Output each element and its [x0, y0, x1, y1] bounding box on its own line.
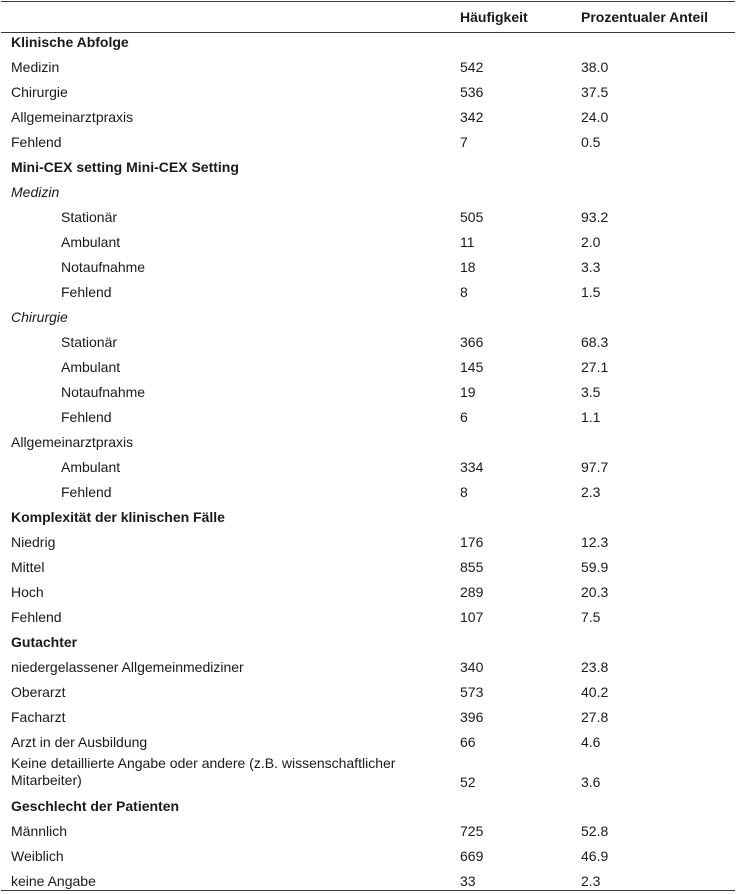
frequency-cell: 505	[460, 209, 484, 225]
frequency-cell: 52	[460, 774, 476, 790]
table-row	[1, 705, 735, 730]
frequency-cell: 107	[460, 609, 484, 625]
percentage-cell: 23.8	[581, 659, 609, 675]
table-row	[1, 130, 735, 155]
percentage-cell: 2.3	[581, 484, 601, 500]
percentage-cell: 4.6	[581, 734, 601, 750]
frequency-cell: 573	[460, 684, 484, 700]
row-label: keine Angabe	[11, 873, 96, 889]
row-label: Notaufnahme	[61, 259, 146, 275]
row-label: Hoch	[11, 584, 44, 600]
table-body	[1, 30, 735, 894]
row-label: Mini-CEX setting Mini-CEX Setting	[11, 159, 239, 175]
percentage-cell: 93.2	[581, 209, 609, 225]
table-row	[1, 105, 735, 130]
percentage-cell: 3.5	[581, 384, 601, 400]
table-row	[1, 755, 735, 794]
header-frequency: Häufigkeit	[460, 9, 528, 25]
table-row	[1, 280, 735, 305]
table-row	[1, 730, 735, 755]
frequency-cell: 542	[460, 59, 484, 75]
frequency-cell: 669	[460, 848, 484, 864]
row-label: Keine detaillierte Angabe oder andere (z.B. wissenschaftlicher Mitarbeiter)	[11, 755, 396, 788]
frequency-cell: 145	[460, 359, 484, 375]
section-heading-row	[1, 505, 735, 530]
frequency-cell: 8	[460, 484, 468, 500]
frequency-cell: 334	[460, 459, 484, 475]
row-label: Stationär	[61, 334, 118, 350]
percentage-cell: 38.0	[581, 59, 609, 75]
percentage-cell: 27.8	[581, 709, 609, 725]
frequency-cell: 289	[460, 584, 484, 600]
percentage-cell: 46.9	[581, 848, 609, 864]
table-row	[1, 405, 735, 430]
percentage-cell: 20.3	[581, 584, 609, 600]
percentage-cell: 52.8	[581, 823, 609, 839]
frequency-cell: 725	[460, 823, 484, 839]
row-label: Männlich	[11, 823, 68, 839]
row-label: Stationär	[61, 209, 118, 225]
table-row	[1, 605, 735, 630]
percentage-cell: 59.9	[581, 559, 609, 575]
row-label: Klinische Abfolge	[11, 34, 129, 50]
frequency-cell: 66	[460, 734, 476, 750]
frequency-cell: 366	[460, 334, 484, 350]
percentage-cell: 0.5	[581, 134, 601, 150]
frequency-cell: 6	[460, 409, 468, 425]
table-row	[1, 480, 735, 505]
row-label: Fehlend	[61, 484, 112, 500]
row-label: Weiblich	[11, 848, 64, 864]
percentage-cell: 3.3	[581, 259, 601, 275]
frequency-cell: 33	[460, 873, 476, 889]
row-label: Arzt in der Ausbildung	[11, 734, 148, 750]
row-label: Ambulant	[61, 359, 121, 375]
frequency-cell: 11	[460, 234, 475, 250]
table-row	[1, 844, 735, 869]
row-label: Ambulant	[61, 459, 121, 475]
table-row	[1, 255, 735, 280]
percentage-cell: 3.6	[581, 774, 601, 790]
percentage-cell: 2.3	[581, 873, 601, 889]
percentage-cell: 27.1	[581, 359, 609, 375]
percentage-cell: 40.2	[581, 684, 609, 700]
frequency-cell: 855	[460, 559, 484, 575]
row-label: Fehlend	[61, 284, 112, 300]
section-heading-row	[1, 630, 735, 655]
row-label: Chirurgie	[11, 84, 68, 100]
row-label: Medizin	[11, 59, 60, 75]
header-percentage: Prozentualer Anteil	[581, 9, 709, 25]
row-label: Komplexität der klinischen Fälle	[11, 509, 225, 525]
table-row	[1, 355, 735, 380]
row-label: Gutachter	[11, 634, 78, 650]
table-header	[1, 2, 735, 32]
row-label: Niedrig	[11, 534, 56, 550]
table-row	[1, 55, 735, 80]
row-label: Fehlend	[11, 134, 62, 150]
row-label: Oberarzt	[11, 684, 66, 700]
section-heading-row	[1, 155, 735, 180]
percentage-cell: 68.3	[581, 334, 609, 350]
frequency-cell: 340	[460, 659, 484, 675]
section-heading-row	[1, 794, 735, 819]
percentage-cell: 97.7	[581, 459, 609, 475]
row-label: niedergelassener Allgemeinmediziner	[11, 659, 244, 675]
frequency-cell: 536	[460, 84, 484, 100]
subgroup-heading-row	[1, 305, 735, 330]
row-label: Chirurgie	[11, 309, 68, 325]
frequency-cell: 18	[460, 259, 476, 275]
percentage-cell: 2.0	[581, 234, 601, 250]
table-row	[1, 430, 735, 455]
frequency-cell: 7	[460, 134, 468, 150]
percentage-cell: 37.5	[581, 84, 609, 100]
row-label: Fehlend	[11, 609, 62, 625]
row-label: Fehlend	[61, 409, 112, 425]
frequency-cell: 176	[460, 534, 484, 550]
table-row	[1, 230, 735, 255]
section-heading-row	[1, 30, 735, 55]
table-row	[1, 819, 735, 844]
row-label: Mittel	[11, 559, 45, 575]
bottom-rule	[1, 890, 735, 891]
row-label: Medizin	[11, 184, 60, 200]
percentage-cell: 1.1	[581, 409, 601, 425]
subgroup-heading-row	[1, 180, 735, 205]
table-row	[1, 680, 735, 705]
frequency-cell: 396	[460, 709, 484, 725]
table-row	[1, 330, 735, 355]
table-row	[1, 555, 735, 580]
table-row	[1, 655, 735, 680]
row-label: Ambulant	[61, 234, 121, 250]
row-label: Facharzt	[11, 709, 66, 725]
percentage-cell: 7.5	[581, 609, 601, 625]
percentage-cell: 24.0	[581, 109, 609, 125]
table-row	[1, 80, 735, 105]
row-label: Allgemeinarztpraxis	[11, 434, 134, 450]
percentage-cell: 1.5	[581, 284, 601, 300]
table-row	[1, 380, 735, 405]
frequency-cell: 342	[460, 109, 484, 125]
row-label: Notaufnahme	[61, 384, 146, 400]
percentage-cell: 12.3	[581, 534, 609, 550]
row-label: Allgemeinarztpraxis	[11, 109, 134, 125]
table-row	[1, 205, 735, 230]
frequency-cell: 8	[460, 284, 468, 300]
row-label: Geschlecht der Patienten	[11, 798, 180, 814]
table-row	[1, 455, 735, 480]
table-row	[1, 580, 735, 605]
frequency-cell: 19	[460, 384, 476, 400]
table-row	[1, 530, 735, 555]
